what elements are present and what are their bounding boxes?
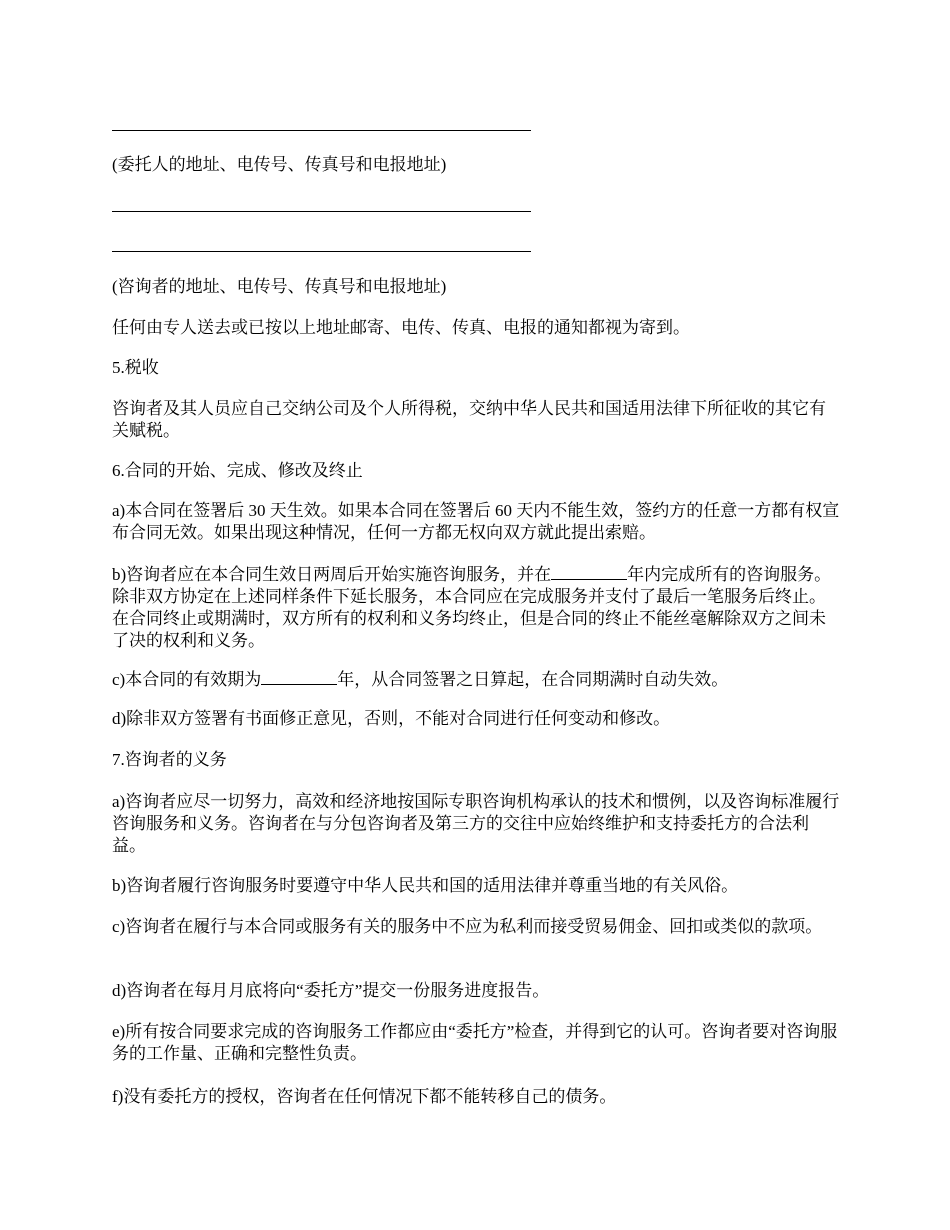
- consultant-address-line-1: [112, 211, 531, 212]
- section-5-body: 咨询者及其人员应自己交纳公司及个人所得税，交纳中华人民共和国适用法律下所征收的其它有关赋税。: [112, 399, 826, 440]
- consultant-address-caption: (咨询者的地址、电传号、传真号和电报地址): [112, 277, 447, 296]
- section-6-clause-c: [112, 668, 842, 691]
- section-7-clause-d: d)咨询者在每月月底将向“委托方”提交一份服务进度报告。: [112, 981, 550, 1000]
- consultant-address-line-2: [112, 251, 531, 252]
- section-6-clause-b-part2: 年内完成所有的咨询服务。除非双方协定在上述同样条件下延长服务，本合同应在完成服务并支付了最后一笔服务后终止。在合同终止或期满时，双方所有的权利和义务均终止，但是合同的终止不能丝毫解除双方之间未了决的权利和义务。: [112, 565, 832, 650]
- section-7-heading: 7.咨询者的义务: [112, 750, 227, 769]
- section-7-clause-b: b)咨询者履行咨询服务时要遵守中华人民共和国的适用法律并尊重当地的有关风俗。: [112, 876, 739, 895]
- section-7-clause-a: a)咨询者应尽一切努力，高效和经济地按国际专职咨询机构承认的技术和惯例，以及咨询标准履行咨询服务和义务。咨询者在与分包咨询者及第三方的交往中应始终维护和支持委托方的合法利益。: [112, 792, 840, 855]
- section-6-clause-c-part2: 年，从合同签署之日算起，在合同期满时自动失效。: [337, 670, 729, 689]
- section-7-clause-e: e)所有按合同要求完成的咨询服务工作都应由“委托方”检查，并得到它的认可。咨询者要对咨询服务的工作量、正确和完整性负责。: [112, 1022, 838, 1063]
- section-5-heading: 5.税收: [112, 358, 159, 377]
- section-6-clause-b-part1: b)咨询者应在本合同生效日两周后开始实施咨询服务，并在: [112, 565, 552, 584]
- notice-delivery-paragraph: 任何由专人送去或已按以上地址邮寄、电传、传真、电报的通知都视为寄到。: [112, 318, 690, 337]
- years-blank-field[interactable]: [551, 563, 627, 580]
- section-6-heading: 6.合同的开始、完成、修改及终止: [112, 461, 363, 480]
- section-6-clause-b: [112, 563, 842, 652]
- validity-years-blank-field[interactable]: [261, 668, 337, 685]
- section-6-clause-c-part1: c)本合同的有效期为: [112, 670, 262, 689]
- client-address-line: [112, 130, 531, 131]
- section-7-clause-f: f)没有委托方的授权，咨询者在任何情况下都不能转移自己的债务。: [112, 1087, 617, 1106]
- section-7-clause-c: c)咨询者在履行与本合同或服务有关的服务中不应为私利而接受贸易佣金、回扣或类似的款项。: [112, 917, 823, 936]
- client-address-caption: (委托人的地址、电传号、传真号和电报地址): [112, 155, 447, 174]
- section-6-clause-a: a)本合同在签署后 30 天生效。如果本合同在签署后 60 天内不能生效，签约方的任意一方都有权宣布合同无效。如果出现这种情况，任何一方都无权向双方就此提出索赔。: [112, 501, 840, 542]
- section-6-clause-d: d)除非双方签署有书面修正意见，否则，不能对合同进行任何变动和修改。: [112, 709, 671, 728]
